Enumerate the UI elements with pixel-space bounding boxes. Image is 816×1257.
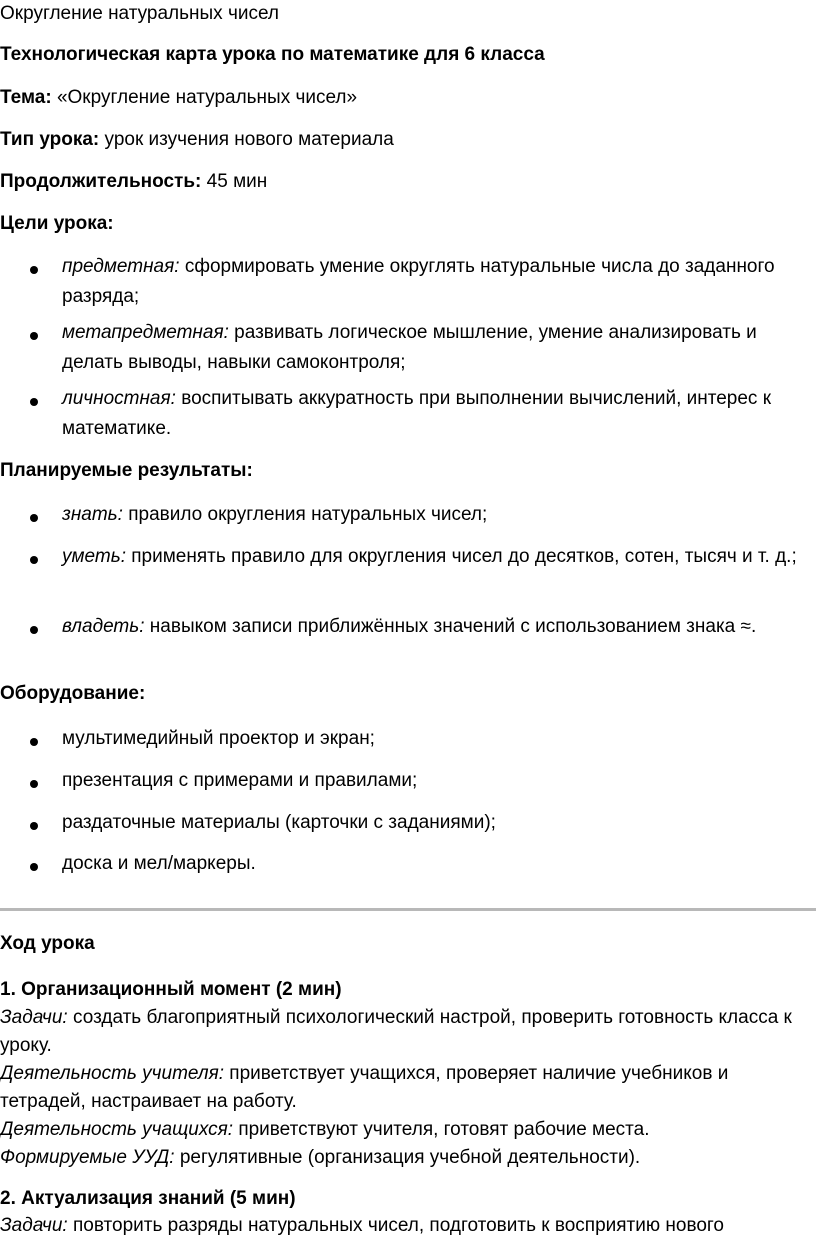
horizontal-divider bbox=[0, 908, 816, 911]
stage2-title: 2. Актуализация знаний (5 мин) bbox=[0, 1188, 296, 1209]
stage1-tasks-label: Задачи: bbox=[0, 1007, 68, 1028]
equipment-title: Оборудование: bbox=[0, 683, 146, 704]
goal-term: метапредметная: bbox=[62, 322, 229, 343]
bullet-icon bbox=[30, 863, 38, 871]
bullet-icon bbox=[30, 332, 38, 340]
goal-text: сформировать умение округлять натуральные числа до заданного разряда; bbox=[62, 256, 775, 307]
goals-title: Цели урока: bbox=[0, 213, 114, 234]
lesson-type-line bbox=[0, 128, 394, 152]
duration-label: Продолжительность: bbox=[0, 171, 202, 192]
equipment-item: презентация с примерами и правилами; bbox=[62, 770, 418, 791]
lesson-type-label: Тип урока: bbox=[0, 129, 100, 150]
result-item bbox=[62, 500, 816, 530]
stage1-tasks bbox=[0, 1004, 810, 1060]
stage1-students bbox=[0, 1116, 810, 1144]
bullet-icon bbox=[30, 266, 38, 274]
topic-line bbox=[0, 86, 357, 110]
bullet-icon bbox=[30, 738, 38, 746]
result-term: владеть: bbox=[62, 616, 145, 637]
bullet-icon bbox=[30, 556, 38, 564]
bullet-icon bbox=[30, 398, 38, 406]
stage1-title: 1. Организационный момент (2 мин) bbox=[0, 979, 342, 1000]
stage1-teacher bbox=[0, 1060, 810, 1116]
result-term: уметь: bbox=[62, 546, 126, 567]
document-title: Округление натуральных чисел bbox=[0, 3, 279, 24]
topic-value: «Округление натуральных чисел» bbox=[51, 87, 358, 108]
result-term: знать: bbox=[62, 504, 123, 525]
stage1-uud bbox=[0, 1144, 810, 1172]
equipment-item: раздаточные материалы (карточки с заданиями); bbox=[62, 812, 496, 833]
duration-value: 45 мин bbox=[201, 171, 268, 192]
lesson-type-value: урок изучения нового материала bbox=[99, 129, 394, 150]
stage2-tasks bbox=[0, 1212, 810, 1240]
bullet-icon bbox=[30, 626, 38, 634]
stage1-uud-text: регулятивные (организация учебной деятельности). bbox=[174, 1147, 641, 1168]
goal-item bbox=[62, 384, 816, 444]
bullet-icon bbox=[30, 822, 38, 830]
goal-term: предметная: bbox=[62, 256, 180, 277]
goal-item bbox=[62, 252, 816, 312]
duration-line bbox=[0, 170, 267, 194]
result-text: навыком записи приближённых значений с использованием знака ≈. bbox=[144, 616, 757, 637]
goal-text: развивать логическое мышление, умение анализировать и делать выводы, навыки самоконтроля; bbox=[62, 322, 757, 373]
result-item bbox=[62, 542, 816, 572]
goal-text: воспитывать аккуратность при выполнении вычислений, интерес к математике. bbox=[62, 388, 772, 439]
result-item bbox=[62, 612, 816, 642]
equipment-item: доска и мел/маркеры. bbox=[62, 853, 256, 874]
bullet-icon bbox=[30, 780, 38, 788]
equipment-item: мультимедийный проектор и экран; bbox=[62, 728, 375, 749]
stage2-tasks-text: повторить разряды натуральных чисел, подготовить к восприятию нового bbox=[67, 1215, 724, 1236]
stage1-teacher-label: Деятельность учителя: bbox=[0, 1063, 224, 1084]
result-text: правило округления натуральных чисел; bbox=[122, 504, 488, 525]
result-text: применять правило для округления чисел до десятков, сотен, тысяч и т. д.; bbox=[125, 546, 797, 567]
stage1-tasks-text: создать благоприятный психологический настрой, проверить готовность класса к уроку. bbox=[0, 1007, 792, 1056]
results-title: Планируемые результаты: bbox=[0, 460, 253, 481]
stage1-students-text: приветствуют учителя, готовят рабочие места. bbox=[233, 1119, 650, 1140]
page-heading: Технологическая карта урока по математике для 6 класса bbox=[0, 44, 545, 65]
goal-item bbox=[62, 318, 816, 378]
course-title: Ход урока bbox=[0, 933, 95, 954]
stage1-uud-label: Формируемые УУД: bbox=[0, 1147, 175, 1168]
stage1-students-label: Деятельность учащихся: bbox=[0, 1119, 234, 1140]
topic-label: Тема: bbox=[0, 87, 52, 108]
bullet-icon bbox=[30, 514, 38, 522]
stage2-tasks-label: Задачи: bbox=[0, 1215, 68, 1236]
goal-term: личностная: bbox=[62, 388, 176, 409]
stage1-teacher-text: приветствует учащихся, проверяет наличие учебников и тетрадей, настраивает на работу. bbox=[0, 1063, 729, 1112]
